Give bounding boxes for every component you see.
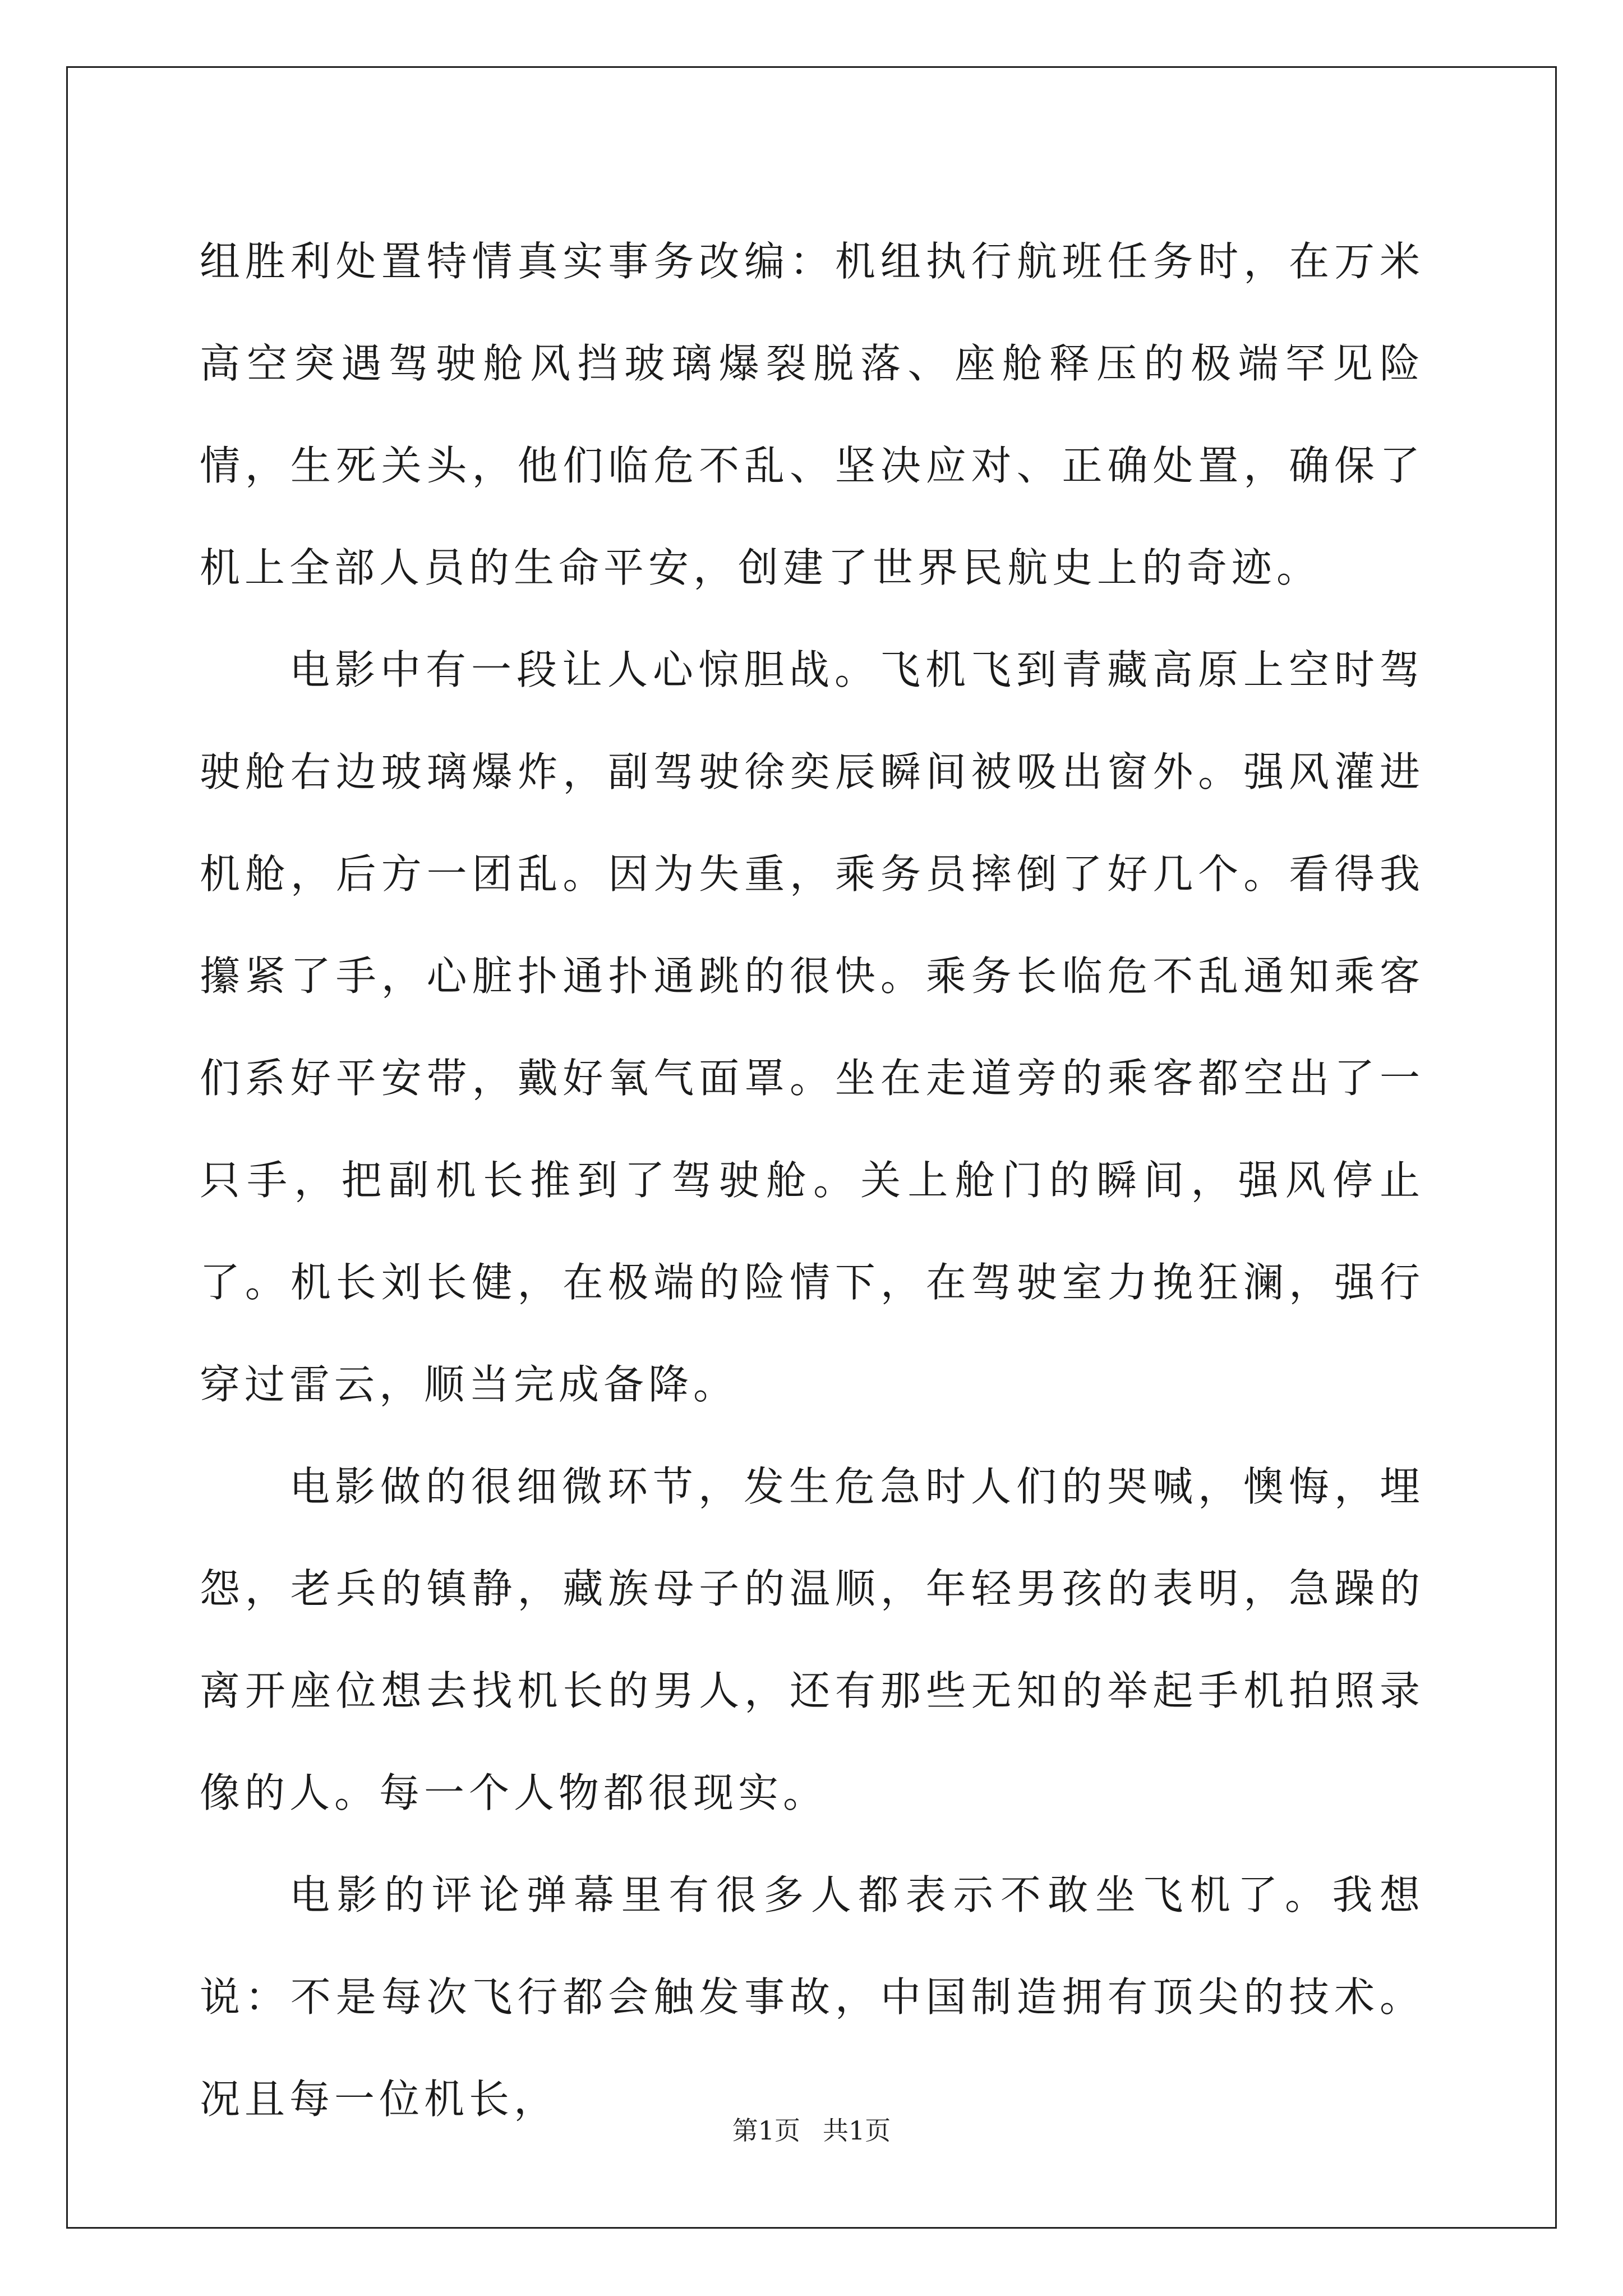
paragraph-3: 电影做的很细微环节，发生危急时人们的哭喊，懊悔，埋怨，老兵的镇静，藏族母子的温顺，年轻男孩的表明，急躁的离开座位想去找机长的男人，还有那些无知的举起手机拍照录像的人。每一个人物都很现实。 — [200, 1463, 1424, 1816]
page-number-current: 第1页 — [732, 2115, 800, 2146]
document-body — [200, 210, 1424, 2150]
paragraph-2: 电影中有一段让人心惊胆战。飞机飞到青藏高原上空时驾驶舱右边玻璃爆炸，副驾驶徐奕辰瞬间被吸出窗外。强风灌进机舱，后方一团乱。因为失重，乘务员摔倒了好几个。看得我攥紧了手，心脏扑通扑通跳的很快。乘务长临危不乱通知乘客们系好平安带，戴好氧气面罩。坐在走道旁的乘客都空出了一只手，把副机长推到了驾驶舱。关上舱门的瞬间，强风停止了。机长刘长健，在极端的险情下，在驾驶室力挽狂澜，强行穿过雷云，顺当完成备降。 — [200, 646, 1424, 1408]
paragraph-1: 组胜利处置特情真实事务改编：机组执行航班任务时，在万米高空突遇驾驶舱风挡玻璃爆裂脱落、座舱释压的极端罕见险情，生死关头，他们临危不乱、坚决应对、正确处置，确保了机上全部人员的生命平安，创建了世界民航史上的奇迹。 — [200, 238, 1424, 591]
paragraph-4: 电影的评论弹幕里有很多人都表示不敢坐飞机了。我想说：不是每次飞行都会触发事故，中国制造拥有顶尖的技术。况且每一位机长， — [200, 1871, 1424, 2123]
page-footer — [0, 2114, 1623, 2147]
page-number-total: 共1页 — [823, 2115, 891, 2146]
